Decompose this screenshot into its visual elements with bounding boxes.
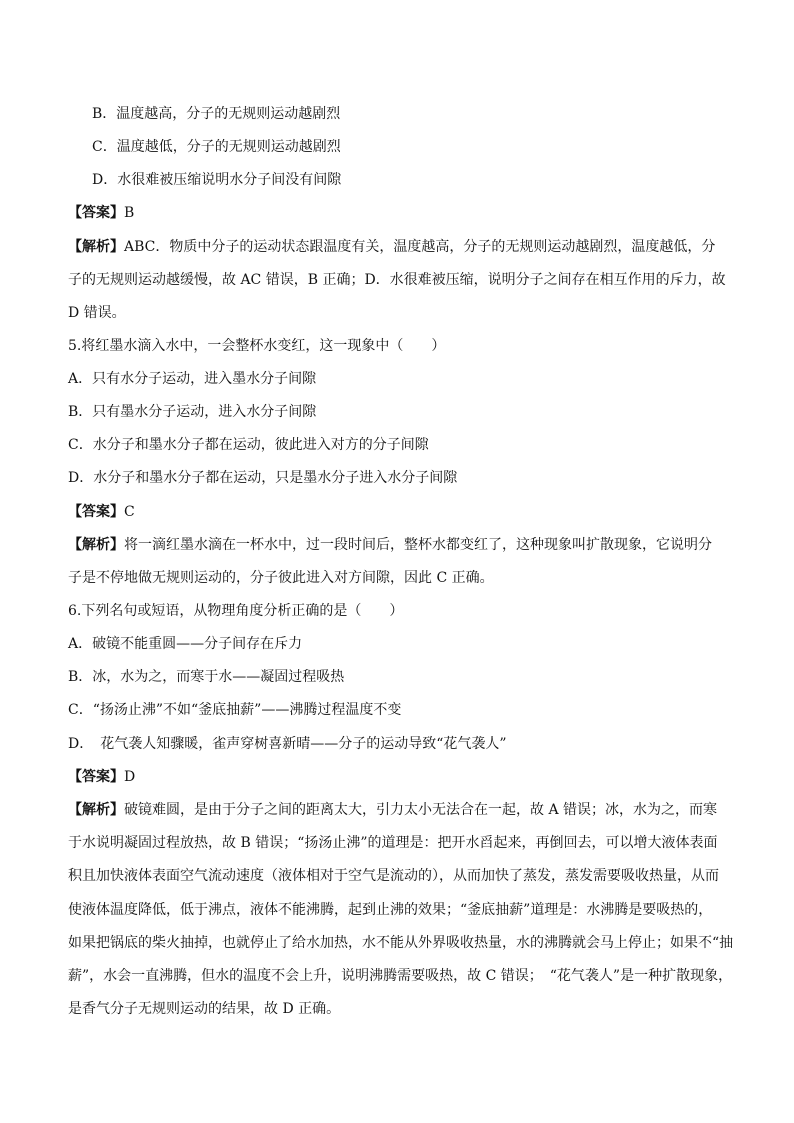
q6-analysis-line-2: 于水说明凝固过程放热，故 B 错误；“扬汤止沸”的道理是：把开水舀起来，再倒回去，可以增大液体表面 [68, 835, 718, 851]
q4-answer [68, 203, 134, 223]
q6-analysis-line-6: 薪”，水会一直沸腾，但水的温度不会上升，说明沸腾需要吸热，故 C 错误； “花气袭人”是一种扩散现象， [68, 968, 733, 984]
answer-tag: 【答案】 [68, 504, 124, 520]
q4-analysis-line-3: D 错误。 [68, 305, 126, 321]
analysis-tag: 【解析】 [68, 537, 124, 553]
q6-analysis-line-1 [68, 800, 717, 820]
q4-analysis-line-2: 子的无规则运动越缓慢，故 AC 错误，B 正确；D．水很难被压缩，说明分子之间存在相互作用的斥力，故 [68, 272, 726, 288]
q6-stem: 6.下列名句或短语，从物理角度分析正确的是（ ） [68, 603, 404, 619]
q6-option-b: B．冰，水为之，而寒于水——凝固过程吸热 [68, 669, 345, 685]
q6-analysis-line-5: 如果把锅底的柴火抽掉，也就停止了给水加热，水不能从外界吸收热量，水的沸腾就会马上停止；如果不“抽 [68, 935, 734, 951]
answer-value: D [124, 769, 136, 785]
q5-analysis-line-1 [68, 535, 712, 555]
q5-option-b: B．只有墨水分子运动，进入水分子间隙 [68, 404, 317, 420]
q4-analysis-line-1 [68, 237, 715, 257]
q6-analysis-line-3: 积且加快液体表面空气流动速度（液体相对于空气是流动的），从而加快了蒸发，蒸发需要吸收热量，从而 [68, 868, 719, 884]
q5-option-c: C．水分子和墨水分子都在运动，彼此进入对方的分子间隙 [68, 437, 429, 453]
q6-answer [68, 767, 135, 787]
q5-option-d: D．水分子和墨水分子都在运动，只是墨水分子进入水分子间隙 [68, 470, 458, 486]
analysis-tag: 【解析】 [68, 802, 124, 818]
q4-option-d: D．水很难被压缩说明水分子间没有间隙 [92, 172, 342, 188]
answer-value: C [124, 504, 135, 520]
q6-option-a: A．破镜不能重圆——分子间存在斥力 [68, 636, 303, 652]
q4-option-b: B．温度越高，分子的无规则运动越剧烈 [92, 106, 341, 122]
q6-analysis-line-4: 使液体温度降低，低于沸点，液体不能沸腾，起到止沸的效果；“釜底抽薪”道理是：水沸腾是要吸热的， [68, 902, 713, 918]
q6-analysis-line-7: 是香气分子无规则运动的结果，故 D 正确。 [68, 1001, 341, 1017]
answer-tag: 【答案】 [68, 769, 124, 785]
analysis-tag: 【解析】 [68, 239, 124, 255]
analysis-text: ABC．物质中分子的运动状态跟温度有关，温度越高，分子的无规则运动越剧烈，温度越低，分 [124, 239, 716, 255]
q5-stem: 5.将红墨水滴入水中，一会整杯水变红，这一现象中（ ） [68, 338, 446, 354]
q4-option-c: C．温度越低，分子的无规则运动越剧烈 [92, 139, 341, 155]
analysis-text: 破镜难圆，是由于分子之间的距离太大，引力太小无法合在一起，故 A 错误；冰，水为之，而寒 [124, 802, 718, 818]
q5-option-a: A．只有水分子运动，进入墨水分子间隙 [68, 371, 317, 387]
analysis-text: 将一滴红墨水滴在一杯水中，过一段时间后，整杯水都变红了，这种现象叫扩散现象，它说明分 [124, 537, 712, 553]
q6-option-c: C．“扬汤止沸”不如“釜底抽薪”——沸腾过程温度不变 [68, 702, 402, 718]
answer-tag: 【答案】 [68, 205, 124, 221]
q5-answer [68, 502, 135, 522]
q5-analysis-line-2: 子是不停地做无规则运动的，分子彼此进入对方间隙，因此 C 正确。 [68, 570, 494, 586]
answer-value: B [124, 205, 135, 221]
q6-option-d: D． 花气袭人知骤暖，雀声穿树喜新晴——分子的运动导致“花气袭人” [68, 736, 507, 752]
